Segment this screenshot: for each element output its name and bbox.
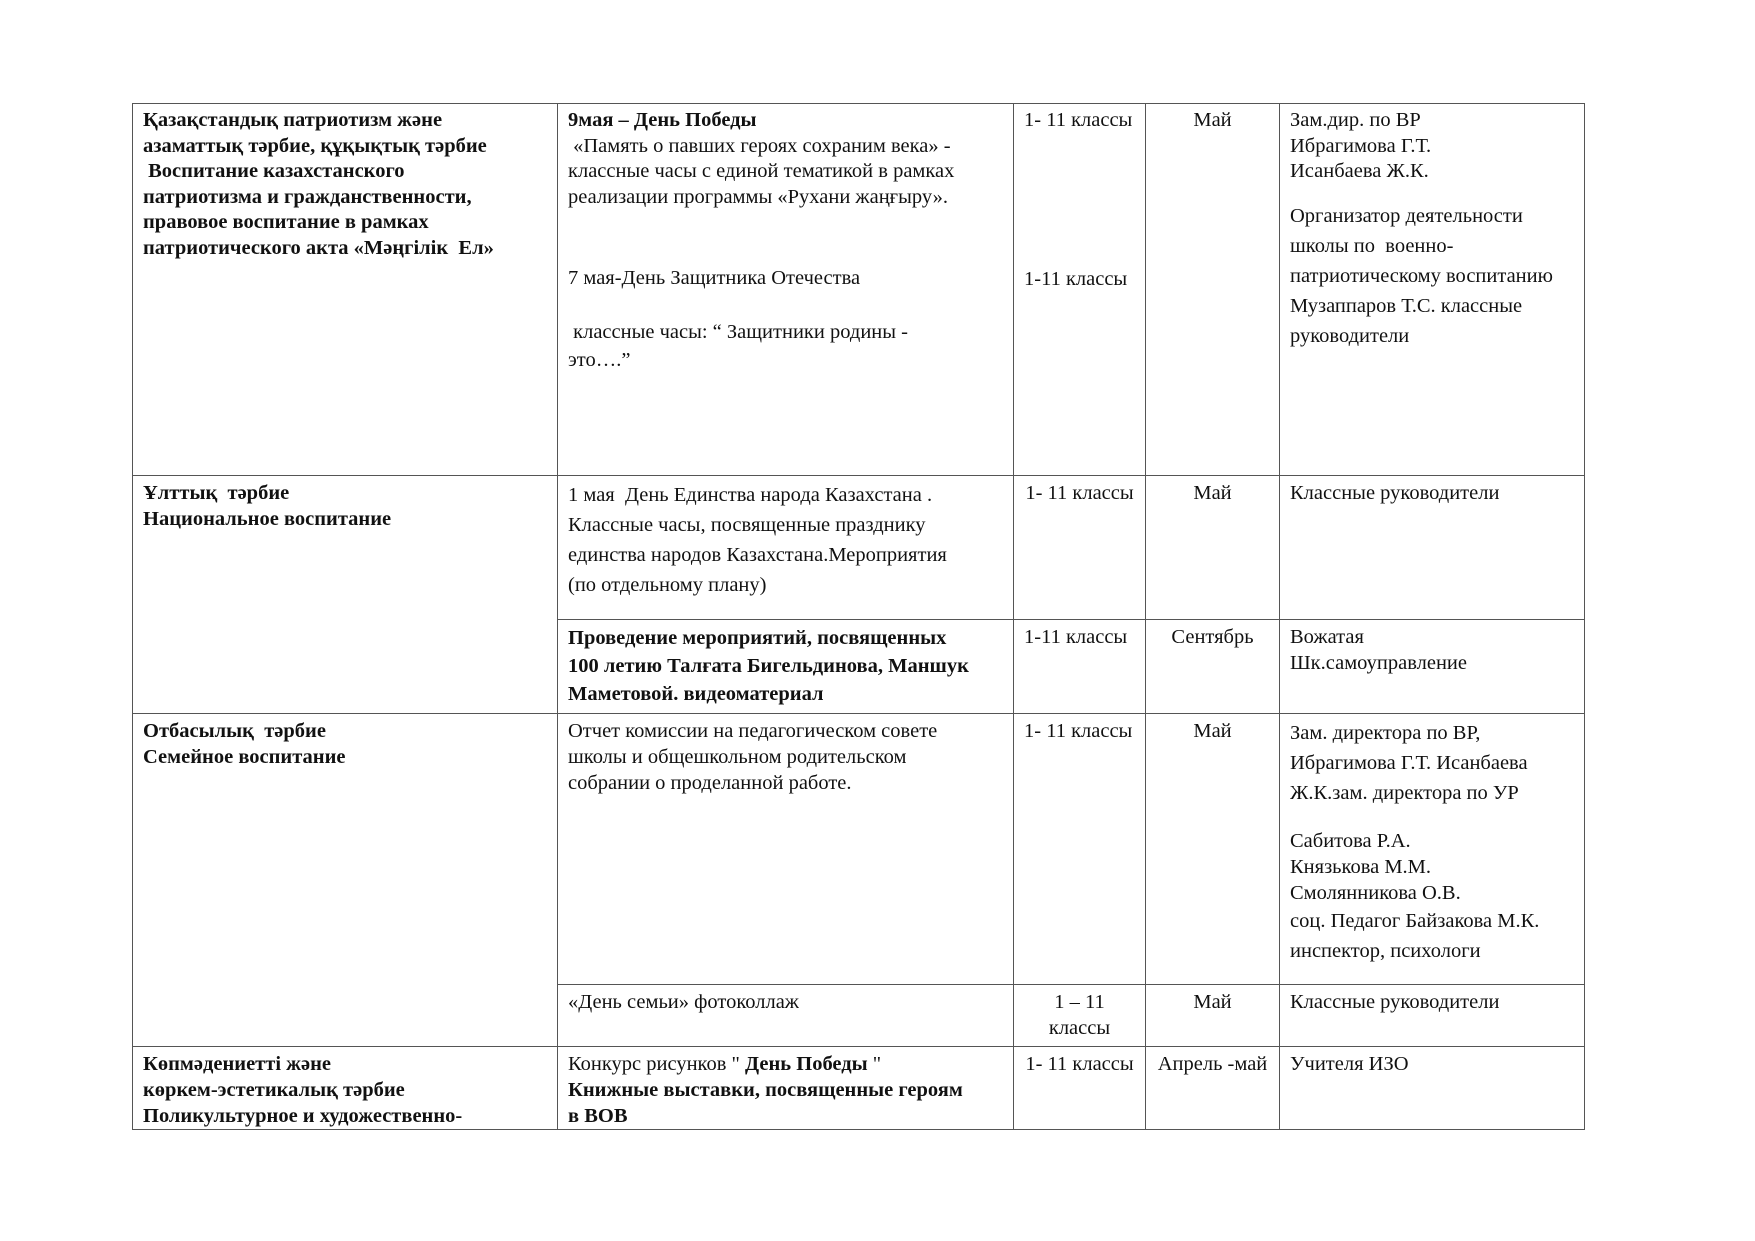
responsible-line: Исанбаева Ж.К. [1290,160,1429,182]
responsible-line: инспектор, психологи [1290,940,1481,962]
month-cell [1146,714,1280,985]
event-title: 9мая – День Победы [568,109,757,131]
grades-value: 1- 11 классы [1024,109,1133,131]
direction-line: Поликультурное и художественно- [143,1105,463,1127]
grades-value: 1-11 классы [1024,626,1128,648]
event-line: в ВОВ [568,1105,628,1127]
responsible-line: Музаппаров Т.С. классные [1290,294,1523,317]
month-value: Май [1193,109,1232,131]
responsible-line: Ибрагимова Г.Т. Исанбаева [1290,752,1528,774]
direction-cell [133,1047,558,1130]
grades-cell [1014,985,1146,1047]
grades-cell [1014,714,1146,985]
responsible-line: руководители [1290,324,1410,347]
direction-line: Национальное воспитание [143,508,392,530]
event-cell [558,1047,1014,1130]
direction-cell [133,104,558,476]
table-row [133,1047,1585,1130]
event-line: реализации программы «Рухани жаңғыру». [568,185,948,208]
event-line: 100 летию Талғата Бигельдинова, Маншук [568,655,969,677]
event-line: собрании о проделанной работе. [568,772,852,794]
responsible-line: Вожатая [1290,626,1364,648]
responsible-cell [1280,714,1585,985]
responsible-line: патриотическому воспитанию [1290,264,1553,287]
direction-line: көркем-эстетикалық тәрбие [143,1079,405,1101]
direction-line: Ұлттық тәрбие [143,482,290,504]
event-line: это….” [568,348,631,371]
plan-table [132,103,1585,1130]
direction-line: Көпмәдениетті және [143,1053,332,1075]
event-line: Проведение мероприятий, посвященных [568,627,947,649]
month-cell [1146,620,1280,714]
grades-cell [1014,1047,1146,1130]
responsible-line: Учителя ИЗО [1290,1053,1409,1075]
event-line: «Память о павших героях сохраним века» - [568,134,951,157]
responsible-cell [1280,620,1585,714]
event-line: школы и общешкольном родительском [568,746,907,768]
month-value: Май [1193,482,1232,504]
month-cell [1146,985,1280,1047]
grades-value: 1- 11 классы [1025,482,1134,504]
event-line: единства народов Казахстана.Мероприятия [568,544,947,566]
event-text: " [872,1053,882,1075]
responsible-line: Организатор деятельности [1290,204,1523,227]
responsible-cell [1280,104,1585,476]
responsible-line: соц. Педагог Байзакова М.К. [1290,910,1540,932]
grades-value: 1-11 классы [1024,267,1128,290]
direction-line: Воспитание казахстанского [143,160,405,182]
grades-value: 1 – 11 [1054,991,1105,1013]
event-line: Классные часы, посвященные празднику [568,514,926,536]
month-value: Сентябрь [1171,626,1254,648]
direction-cell [133,476,558,714]
event-title: День Победы [739,1053,873,1075]
table-row [133,476,1585,620]
event-line: Маметовой. видеоматериал [568,683,824,705]
direction-line: азаматтық тәрбие, құқықтық тәрбие [143,134,487,157]
event-line: классные часы: “ Защитники родины - [568,320,908,343]
responsible-line: Князькова М.М. [1290,856,1432,878]
event-title: 7 мая-День Защитника Отечества [568,267,861,289]
month-value: Апрель -май [1157,1053,1268,1075]
direction-line: патриотизма и гражданственности, [143,185,472,208]
grades-value: классы [1048,1017,1111,1039]
event-line: Книжные выставки, посвященные героям [568,1079,963,1101]
responsible-line: Ж.К.зам. директора по УР [1290,782,1519,804]
responsible-line: Зам.дир. по ВР [1290,109,1421,131]
responsible-line: Смолянникова О.В. [1290,882,1461,904]
event-cell [558,620,1014,714]
event-text: Конкурс рисунков " [568,1053,740,1075]
month-value: Май [1193,991,1232,1013]
direction-line: Семейное воспитание [143,746,346,768]
grades-cell [1014,104,1146,476]
direction-line: правовое воспитание в рамках [143,211,429,233]
month-value: Май [1193,720,1232,742]
direction-line: патриотического акта «Мәңгілік Ел» [143,236,494,259]
table-row [133,714,1585,985]
responsible-line: Ибрагимова Г.Т. [1290,134,1432,157]
responsible-line: Сабитова Р.А. [1290,830,1411,852]
table-row [133,104,1585,476]
event-line: Отчет комиссии на педагогическом совете [568,720,938,742]
direction-line: Отбасылық тәрбие [143,720,326,742]
event-line: (по отдельному плану) [568,574,767,596]
responsible-line: школы по военно- [1290,234,1454,257]
event-cell [558,985,1014,1047]
responsible-line: Классные руководители [1290,482,1500,504]
event-cell [558,714,1014,985]
month-cell [1146,104,1280,476]
responsible-cell [1280,985,1585,1047]
direction-cell [133,714,558,1047]
responsible-line: Классные руководители [1290,991,1500,1013]
responsible-cell [1280,476,1585,620]
month-cell [1146,476,1280,620]
event-cell [558,476,1014,620]
grades-cell [1014,476,1146,620]
responsible-line: Зам. директора по ВР, [1290,722,1481,744]
responsible-cell [1280,1047,1585,1130]
direction-line: Қазақстандық патриотизм және [143,109,443,131]
month-cell [1146,1047,1280,1130]
event-line: 1 мая День Единства народа Казахстана . [568,484,933,506]
grades-value: 1- 11 классы [1024,720,1133,742]
grades-value: 1- 11 классы [1025,1053,1134,1075]
event-line: классные часы с единой тематикой в рамках [568,160,955,182]
grades-cell [1014,620,1146,714]
responsible-line: Шк.самоуправление [1290,652,1468,674]
event-cell [558,104,1014,476]
event-line: «День семьи» фотоколлаж [568,991,799,1013]
